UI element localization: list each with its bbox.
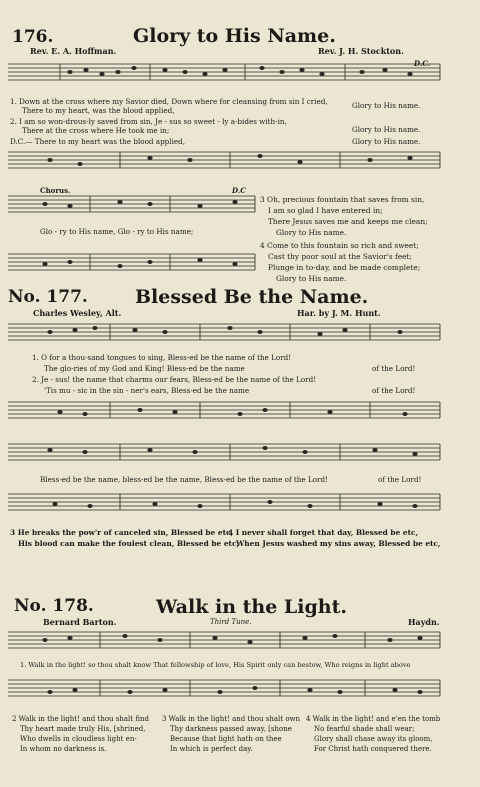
lyric-refrain: of the Lord! <box>372 386 416 395</box>
hymn-title: Walk in the Light. <box>156 596 348 618</box>
music-staff <box>0 440 480 470</box>
music-staff <box>0 398 480 428</box>
lyric-line: 1. O for a thou-sand tongues to sing, Bless-ed be the name of the Lord! <box>32 353 292 362</box>
lyric-line: 1. Walk in the light! so thou shalt know That fellowship of love, His Spirit only can bestow, Who reigns in light above <box>20 661 411 669</box>
lyric-line: 2. I am so won-drous-ly saved from sin, Je - sus so sweet - ly a-bides with-in, <box>10 117 287 126</box>
verse-line: 3 He breaks the pow'r of canceled sin, Blessed be etc, <box>10 528 234 537</box>
verse-line: 4 Come to this fountain so rich and sweet; <box>260 241 419 250</box>
composer-credit: Haydn. <box>408 617 440 627</box>
music-staff <box>0 60 480 94</box>
lyric-line: 2. Je - sus! the name that charms our fears, Bless-ed be the name of the Lord! <box>32 375 317 384</box>
verse-line: There Jesus saves me and keeps me clean; <box>268 217 428 226</box>
chorus-label: Chorus. <box>40 186 71 195</box>
lyric-line: There to my heart, was the blood applied, <box>22 106 175 115</box>
verse-line: In which is perfect day. <box>170 745 253 753</box>
verse-line: Thy darkness passed away, [shone <box>170 725 292 733</box>
music-staff <box>0 490 480 520</box>
lyric-refrain: Glory to His name. <box>352 125 421 134</box>
composer-credit: Rev. E. A. Hoffman. <box>30 46 117 56</box>
music-staff <box>0 148 480 182</box>
hymn-title: Blessed Be the Name. <box>135 286 369 308</box>
dc-mark: D.C. <box>414 59 431 68</box>
verse-line: His blood can make the foulest clean, Blessed be etc, <box>18 539 240 548</box>
lyric-refrain: of the Lord! <box>378 475 422 484</box>
chorus-lyric: Glo - ry to His name, Glo - ry to His name; <box>40 227 194 236</box>
dc-mark: D.C <box>232 186 246 195</box>
verse-line: In whom no darkness is. <box>20 745 107 753</box>
verse-line: Glory to His name. <box>276 228 347 237</box>
lyric-line: 'Tis mu - sic in the sin - ner's ears, Bless-ed be the name <box>44 386 250 395</box>
verse-line: 4 Walk in the light! and e'en the tomb <box>306 715 441 723</box>
verse-line: 3 Oh, precious fountain that saves from sin, <box>260 195 425 204</box>
music-staff <box>0 320 480 350</box>
verse-block <box>260 240 420 284</box>
verse-line: 4 I never shall forget that day, Blessed be etc, <box>228 528 419 537</box>
verse-line: Glory to His name. <box>276 274 347 283</box>
hymn-title: Glory to His Name. <box>133 25 336 47</box>
hymn-number: No. 177. <box>8 287 88 307</box>
verse-line: Plunge in to-day, and be made complete; <box>268 263 421 272</box>
hymn-number: No. 178. <box>14 596 94 616</box>
verse-line: Thy heart made truly His, [shrined, <box>20 725 146 733</box>
author-credit: Bernard Barton. <box>43 617 117 627</box>
verse-block <box>260 194 428 238</box>
verse-line: 3 Walk in the light! and thou shalt own <box>162 715 301 723</box>
verse-line: 2 Walk in the light! and thou shalt find <box>12 715 149 723</box>
verse-block <box>162 714 300 754</box>
music-staff <box>0 628 480 658</box>
verse-block <box>228 527 441 549</box>
lyric-refrain: Glory to His name. <box>352 101 421 110</box>
verse-line: I am so glad I have entered in; <box>268 206 383 215</box>
verse-block <box>10 527 239 549</box>
verse-block <box>306 714 440 754</box>
music-staff <box>0 676 480 710</box>
composer-credit: Har. by J. M. Hunt. <box>297 308 381 318</box>
verse-line: For Christ hath conquered there. <box>314 745 432 753</box>
lyric-line: 1. Down at the cross where my Savior died, Down where for cleansing from sin I cried, <box>10 97 328 106</box>
verse-line: When Jesus washed my sins away, Blessed be etc, <box>236 539 441 548</box>
verse-line: Who dwells in cloudless light en- <box>20 735 137 743</box>
author-credit: Rev. J. H. Stockton. <box>318 46 404 56</box>
verse-line: No fearful shade shall wear; <box>314 725 415 733</box>
tune-label: Third Tune. <box>210 618 252 626</box>
lyric-refrain: of the Lord! <box>372 364 416 373</box>
refrain-lyric: Bless-ed be the name, bless-ed be the name, Bless-ed be the name of the Lord! <box>40 475 328 484</box>
lyric-line: The glo-ries of my God and King! Bless-ed be the name <box>44 364 245 373</box>
lyric-refrain: Glory to His name. <box>352 137 421 146</box>
verse-block <box>12 714 149 754</box>
author-credit: Charles Wesley, Alt. <box>33 308 122 318</box>
hymn-number: 176. <box>12 27 54 47</box>
lyric-line: There at the cross where He took me in; <box>22 126 170 135</box>
verse-line: Cast thy poor soul at the Savior's feet; <box>268 252 412 261</box>
verse-line: Glory shall chase away its gloom, <box>314 735 433 743</box>
verse-line: Because that light hath on thee <box>170 735 282 743</box>
lyric-line: D.C.— There to my heart was the blood applied, <box>10 137 186 146</box>
